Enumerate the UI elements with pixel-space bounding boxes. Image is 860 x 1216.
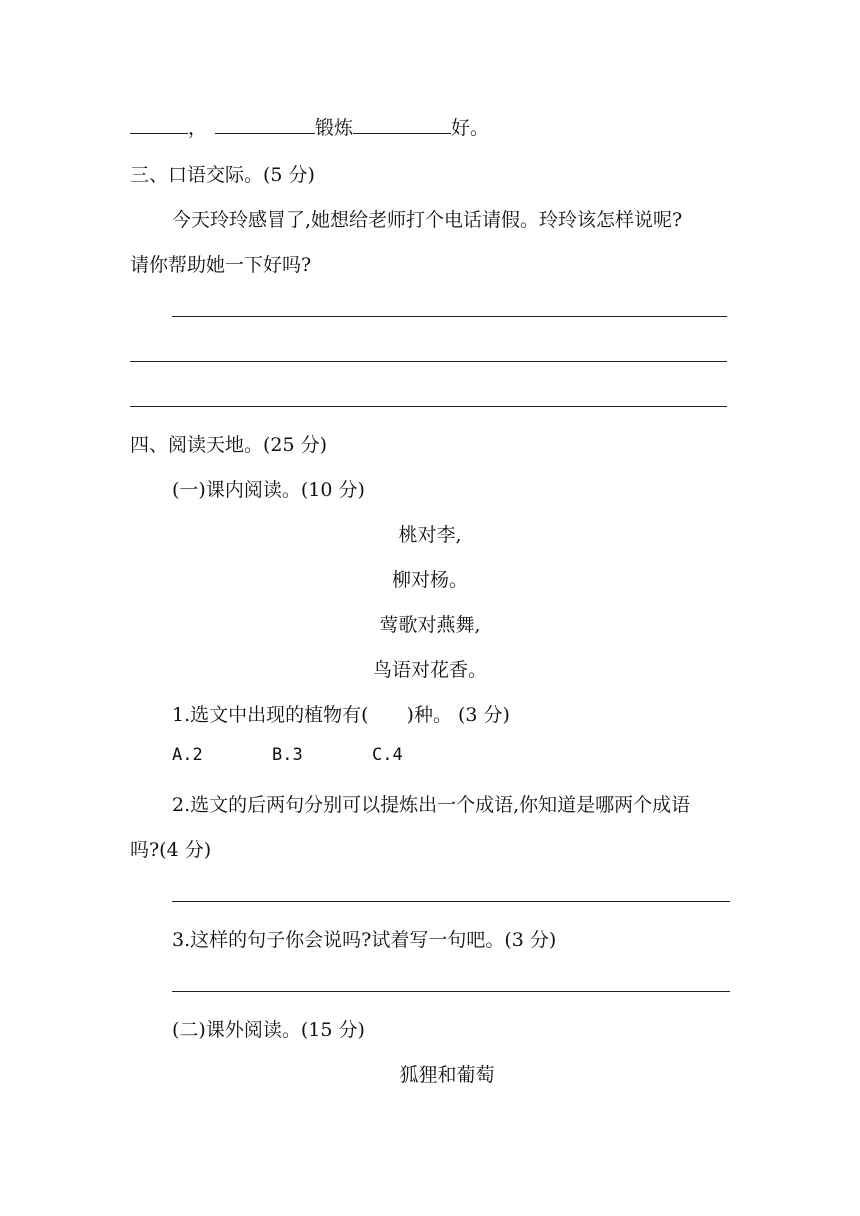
question-2-line1: 2.选文的后两句分别可以提炼出一个成语,你知道是哪两个成语 bbox=[172, 794, 691, 816]
option-a[interactable]: A.2 bbox=[172, 745, 203, 765]
comma-separator: ， bbox=[188, 117, 208, 139]
fill-word-good: 好。 bbox=[451, 117, 490, 139]
question-1-options bbox=[172, 745, 472, 765]
story-title: 狐狸和葡萄 bbox=[399, 1064, 495, 1086]
section3-prompt-line1: 今天玲玲感冒了,她想给老师打个电话请假。玲玲该怎样说呢? bbox=[172, 209, 683, 231]
answer-line-q2[interactable] bbox=[172, 901, 730, 902]
question-1: 1.选文中出现的植物有( )种。 (3 分) bbox=[172, 704, 510, 726]
option-c[interactable]: C.4 bbox=[372, 745, 403, 765]
section3-prompt-line2: 请你帮助她一下好吗? bbox=[130, 254, 312, 276]
answer-blank-2[interactable] bbox=[215, 113, 315, 134]
question-2-line2: 吗?(4 分) bbox=[130, 839, 212, 861]
poem-line-2: 柳对杨。 bbox=[391, 569, 468, 591]
part1-heading: (一)课内阅读。(10 分) bbox=[172, 479, 365, 501]
answer-line-s3-1[interactable] bbox=[172, 316, 727, 317]
option-b[interactable]: B.3 bbox=[272, 745, 303, 765]
answer-blank-3[interactable] bbox=[353, 113, 451, 134]
question-3: 3.这样的句子你会说吗?试着写一句吧。(3 分) bbox=[172, 929, 557, 951]
poem-line-4: 鸟语对花香。 bbox=[372, 659, 487, 681]
fill-in-line bbox=[130, 113, 489, 140]
fill-word-exercise: 锻炼 bbox=[315, 117, 354, 139]
answer-blank-1[interactable] bbox=[130, 113, 188, 134]
answer-line-q3[interactable] bbox=[172, 991, 730, 992]
answer-line-s3-2[interactable] bbox=[130, 361, 727, 362]
answer-line-s3-3[interactable] bbox=[130, 406, 727, 407]
poem-line-1: 桃对李, bbox=[398, 524, 462, 546]
section4-heading: 四、阅读天地。(25 分) bbox=[130, 434, 328, 456]
part2-heading: (二)课外阅读。(15 分) bbox=[172, 1019, 365, 1041]
section3-heading: 三、口语交际。(5 分) bbox=[130, 164, 315, 186]
poem-line-3: 莺歌对燕舞, bbox=[379, 614, 481, 636]
